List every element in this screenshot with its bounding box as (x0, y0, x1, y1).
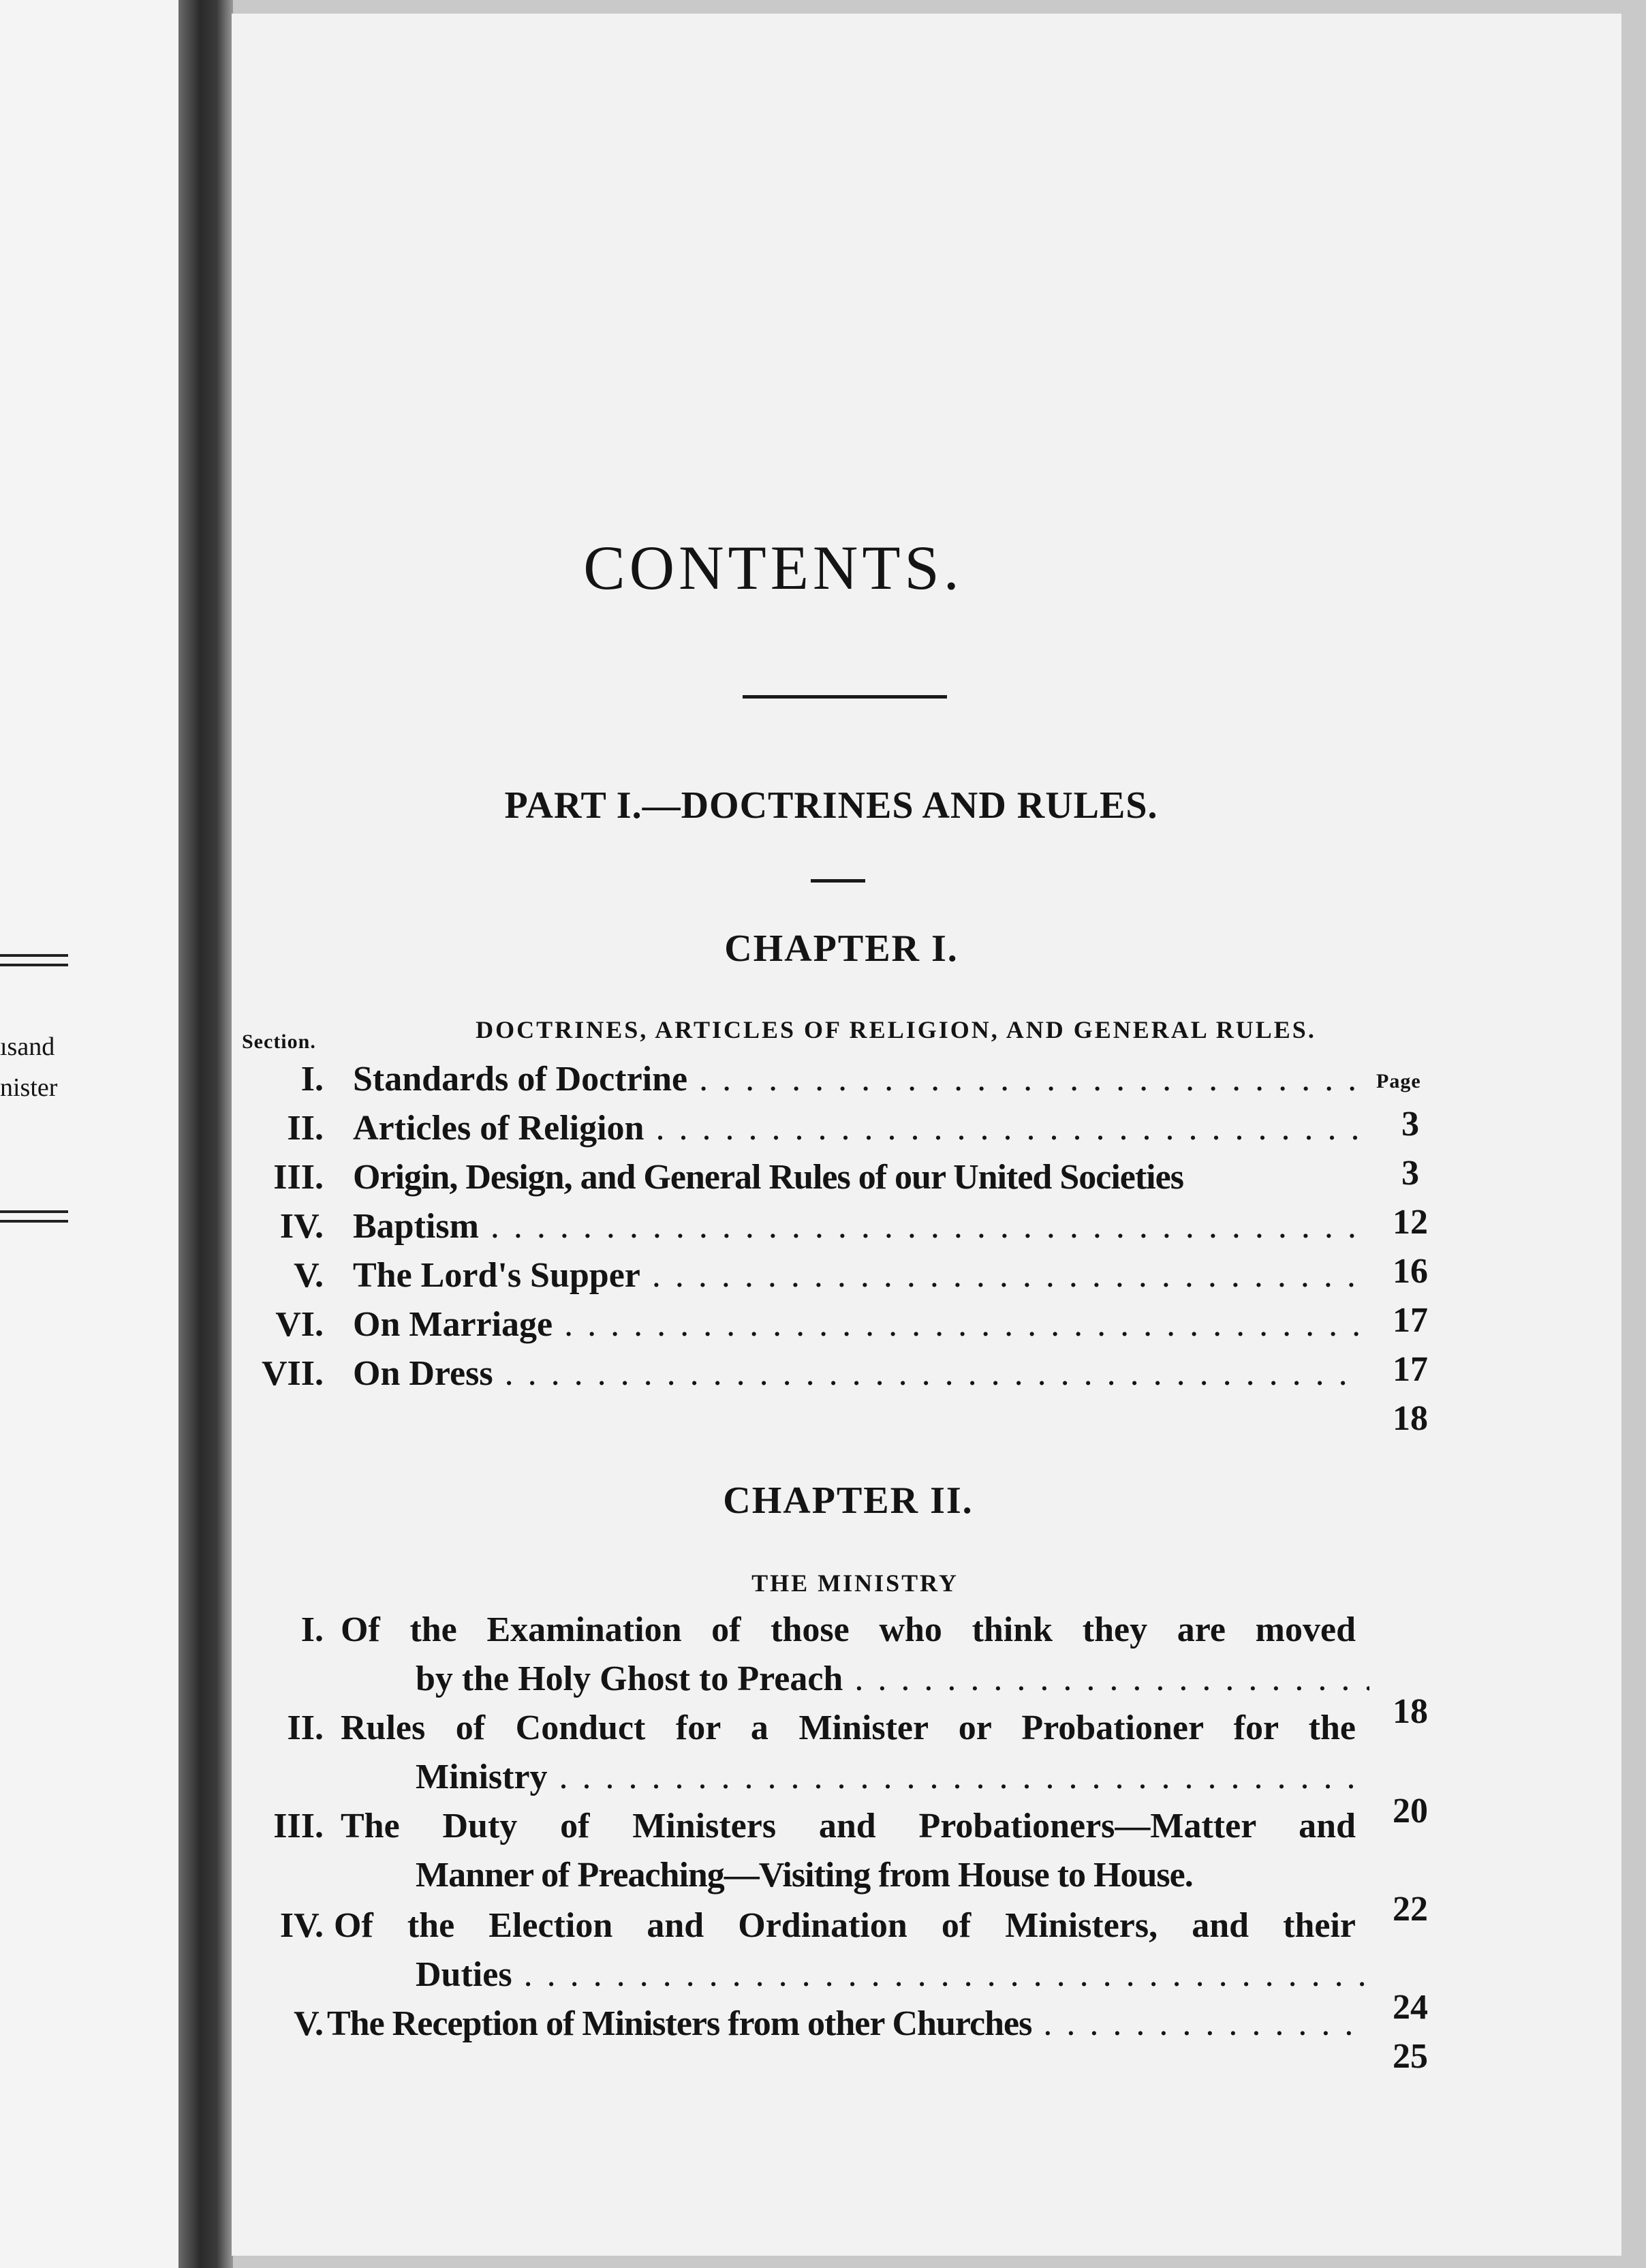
leader-dots (479, 1207, 1361, 1246)
leader-dots (687, 1060, 1361, 1099)
entry-title-line1: Of the Examination of those who think they are moved (341, 1610, 1356, 1649)
chapter-1-subtitle: DOCTRINES, ARTICLES OF RELIGION, AND GENERAL RULES. (476, 1016, 1316, 1043)
entry-number: II. (287, 1109, 324, 1148)
page-number: 18 (1393, 1399, 1428, 1438)
entry-number: III. (273, 1158, 324, 1197)
page-number: 20 (1393, 1792, 1428, 1830)
page-number: 18 (1393, 1692, 1428, 1731)
page-number: 25 (1393, 2037, 1428, 2076)
page-label: Page (1376, 1070, 1421, 1092)
page-number: 22 (1393, 1890, 1428, 1929)
section-label: Section. (242, 1030, 316, 1053)
entry-title-line2: Manner of Preaching—Visiting from House to House. (416, 1856, 1193, 1895)
facing-rule (0, 1220, 68, 1223)
entry-title-line1: Rules of Conduct for a Minister or Probationer for the (341, 1708, 1356, 1747)
entry-title: On Marriage (353, 1305, 553, 1344)
entry-title: Standards of Doctrine (353, 1060, 688, 1099)
facing-rule (0, 954, 68, 957)
leader-dots (640, 1256, 1361, 1295)
chapter-2-subtitle: THE MINISTRY (751, 1569, 959, 1597)
facing-text: nister (0, 1073, 58, 1102)
entry-number: IV. (279, 1207, 324, 1246)
leader-dots (548, 1758, 1369, 1796)
entry-number: IV. (279, 1906, 324, 1945)
entry-title-line2: Ministry (416, 1758, 548, 1796)
entry-title: On Dress (353, 1354, 493, 1393)
facing-rule (0, 964, 68, 966)
page-title: CONTENTS. (583, 533, 963, 602)
leader-dots (1031, 2004, 1356, 2043)
page-number: 3 (1401, 1154, 1419, 1193)
entry-title-line1: Of the Election and Ordination of Ministers, and their (334, 1906, 1356, 1945)
entry-number: VI. (275, 1305, 324, 1344)
entry-number: I. (300, 1060, 324, 1099)
entry-number: V. (294, 1256, 324, 1295)
contents-page (232, 14, 1621, 2256)
title-rule (743, 695, 947, 699)
leader-dots (493, 1354, 1361, 1393)
entry-title: Origin, Design, and General Rules of our United Societies (353, 1158, 1183, 1197)
part-title: PART I.—DOCTRINES AND RULES. (504, 784, 1158, 827)
page-number: 3 (1401, 1105, 1419, 1144)
chapter-1-title: CHAPTER I. (724, 928, 959, 970)
page-number: 12 (1393, 1203, 1428, 1242)
facing-rule (0, 1210, 68, 1213)
entry-title-line1: The Duty of Ministers and Probationers—Matter and (341, 1807, 1356, 1845)
leader-dots (553, 1305, 1361, 1344)
facing-text: ısand (0, 1032, 55, 1061)
part-rule (811, 879, 865, 883)
entry-number: II. (287, 1708, 324, 1747)
entry-number: I. (300, 1610, 324, 1649)
page-number: 24 (1393, 1988, 1428, 2027)
leader-dots (644, 1109, 1361, 1148)
entry-title: The Reception of Ministers from other Churches (327, 2004, 1032, 2043)
page-number: 17 (1393, 1350, 1428, 1389)
page-number: 16 (1393, 1252, 1428, 1291)
page-number: 17 (1393, 1301, 1428, 1340)
leader-dots (512, 1955, 1369, 1994)
entry-title-line2: by the Holy Ghost to Preach (416, 1659, 843, 1698)
book-gutter (178, 0, 233, 2268)
entry-title: Baptism (353, 1207, 479, 1246)
leader-dots (843, 1659, 1369, 1698)
entry-title: The Lord's Supper (353, 1256, 640, 1295)
entry-title-line2: Duties (416, 1955, 512, 1994)
entry-number: V. (294, 2004, 324, 2043)
chapter-2-title: CHAPTER II. (723, 1480, 974, 1522)
entry-number: VII. (261, 1354, 324, 1393)
facing-page (0, 0, 191, 2268)
entry-title: Articles of Religion (353, 1109, 645, 1148)
entry-number: III. (273, 1807, 324, 1845)
